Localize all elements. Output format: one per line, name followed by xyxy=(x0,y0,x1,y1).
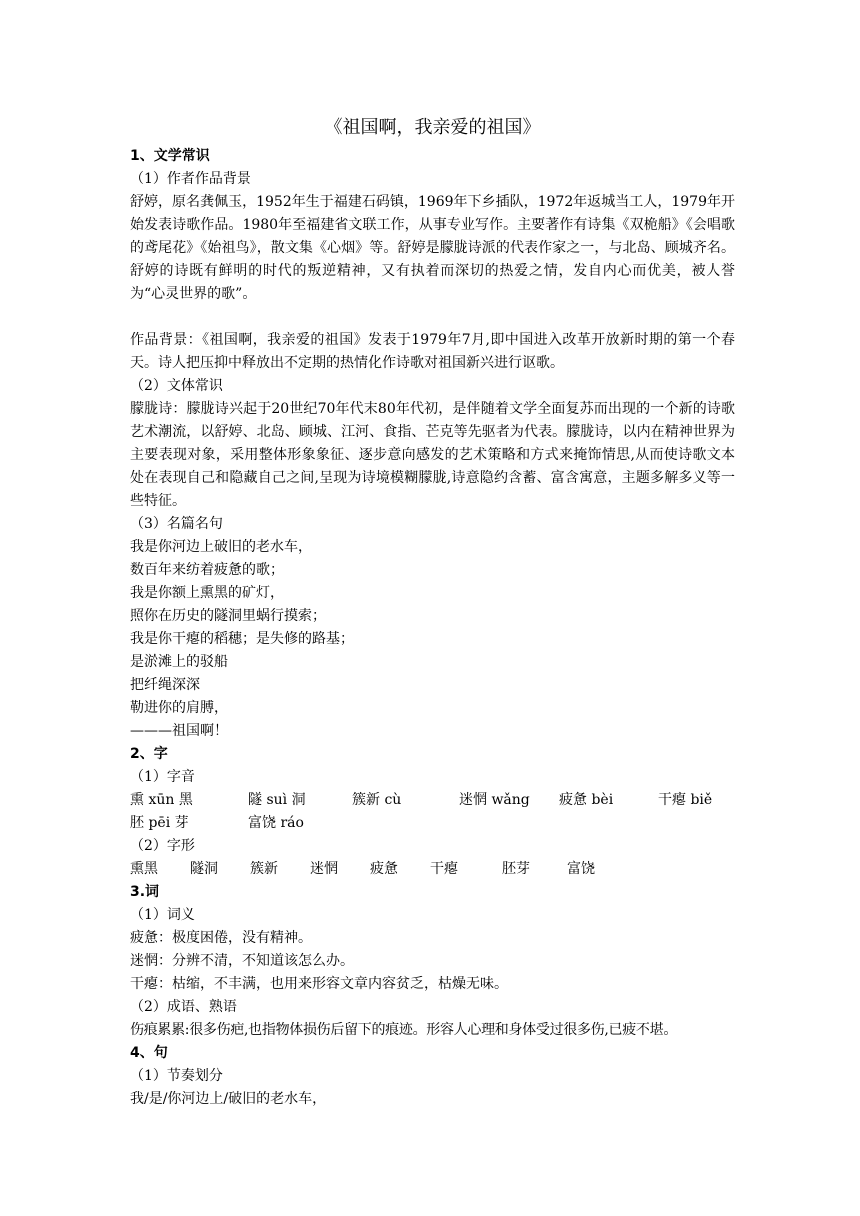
word-definition: 疲惫：极度困倦，没有精神。 xyxy=(130,930,312,946)
author-bio-paragraph: 舒婷，原名龚佩玉，1952年生于福建石码镇，1969年下乡插队，1972年返城当工人，1979年开始发表诗歌作品。1980年至福建省文联工作，从事专业写作。主要著作有诗集《双桅船》《会唱歌的鸢尾花》《始祖鸟》，散文集《心烟》等。舒婷是朦胧诗派的代表作家之一，与北岛、顾城齐名。舒婷的诗既有鲜明的时代的叛逆精神，又有执着而深切的热爱之情，发自内心而优美，被人誉为“心灵世界的歌”。 xyxy=(130,194,735,302)
character-form: 胚芽 xyxy=(502,861,530,877)
subheading-famous-lines: （3）名篇名句 xyxy=(130,516,223,532)
pinyin-row xyxy=(130,789,735,812)
poem-line: 我是你河边上破旧的老水车， xyxy=(130,539,312,555)
pinyin-item: 富饶 ráo xyxy=(248,815,304,831)
subheading-rhythm: （1）节奏划分 xyxy=(130,1068,223,1084)
poem-line: 把纤绳深深 xyxy=(130,677,200,693)
section-heading-characters: 2、字 xyxy=(130,746,168,762)
pinyin-item: 熏 xūn 黑 xyxy=(130,792,193,808)
subheading-author-background: （1）作者作品背景 xyxy=(130,171,251,187)
character-form: 熏黑 xyxy=(130,861,158,877)
section-heading-literature: 1、文学常识 xyxy=(130,148,210,164)
pinyin-item: 簇新 cù xyxy=(352,792,402,808)
blank-line xyxy=(130,306,735,329)
section-heading-words: 3.词 xyxy=(130,884,160,900)
poem-quote-block xyxy=(130,536,735,743)
idiom-definition: 伤痕累累:很多伤疤,也指物体损伤后留下的痕迹。形容人心理和身体受过很多伤,已疲不堪。 xyxy=(130,1022,678,1038)
character-form: 隧洞 xyxy=(190,861,218,877)
pinyin-item: 干瘪 biě xyxy=(658,792,713,808)
subheading-genre: （2）文体常识 xyxy=(130,378,223,394)
word-definition: 迷惘：分辨不清，不知道该怎么办。 xyxy=(130,953,354,969)
poem-line: ———祖国啊！ xyxy=(130,723,228,739)
subheading-pronunciation: （1）字音 xyxy=(130,769,195,785)
poem-line: 数百年来纺着疲惫的歌； xyxy=(130,562,284,578)
document-body xyxy=(130,145,735,1111)
pinyin-item: 迷惘 wǎng xyxy=(459,792,530,808)
word-definition: 干瘪：枯缩，不丰满，也用来形容文章内容贫乏，枯燥无味。 xyxy=(130,976,508,992)
pinyin-item: 胚 pēi 芽 xyxy=(130,815,189,831)
document-title: 《祖国啊，我亲爱的祖国》 xyxy=(324,117,541,138)
poem-line: 照你在历史的隧洞里蜗行摸索； xyxy=(130,608,326,624)
rhythm-example: 我/是/你河边上/破旧的老水车， xyxy=(130,1091,327,1107)
pinyin-item: 隧 suì 洞 xyxy=(248,792,306,808)
subheading-idioms: （2）成语、熟语 xyxy=(130,999,237,1015)
poem-line: 是淤滩上的驳船 xyxy=(130,654,228,670)
subheading-character-forms: （2）字形 xyxy=(130,838,195,854)
character-form: 富饶 xyxy=(567,861,595,877)
poem-line: 勒进你的肩膊， xyxy=(130,700,228,716)
character-forms-row xyxy=(130,858,735,881)
character-form: 干瘪 xyxy=(430,861,458,877)
character-form: 簇新 xyxy=(250,861,278,877)
pinyin-row xyxy=(130,812,735,835)
character-form: 疲惫 xyxy=(370,861,398,877)
genre-paragraph: 朦胧诗：朦胧诗兴起于20世纪70年代末80年代初，是伴随着文学全面复苏而出现的一个新的诗歌艺术潮流，以舒婷、北岛、顾城、江河、食指、芒克等先驱者为代表。朦胧诗，以内在精神世界为主要表现对象，采用整体形象象征、逐步意向感发的艺术策略和方式来掩饰情思,从而使诗歌文本处在表现自己和隐藏自己之间,呈现为诗境模糊朦胧,诗意隐约含蓄、富含寓意，主题多解多义等一些特征。 xyxy=(130,401,735,509)
section-heading-sentences: 4、句 xyxy=(130,1045,168,1061)
subheading-word-meaning: （1）词义 xyxy=(130,907,195,923)
poem-line: 我是你干瘪的稻穗；是失修的路基； xyxy=(130,631,354,647)
character-form: 迷惘 xyxy=(310,861,338,877)
work-background-paragraph: 作品背景：《祖国啊，我亲爱的祖国》发表于1979年7月,即中国进入改革开放新时期的第一个春天。诗人把压抑中释放出不定期的热情化作诗歌对祖国新兴进行讴歌。 xyxy=(130,332,735,371)
poem-line: 我是你额上熏黑的矿灯， xyxy=(130,585,284,601)
pinyin-item: 疲惫 bèi xyxy=(559,792,614,808)
